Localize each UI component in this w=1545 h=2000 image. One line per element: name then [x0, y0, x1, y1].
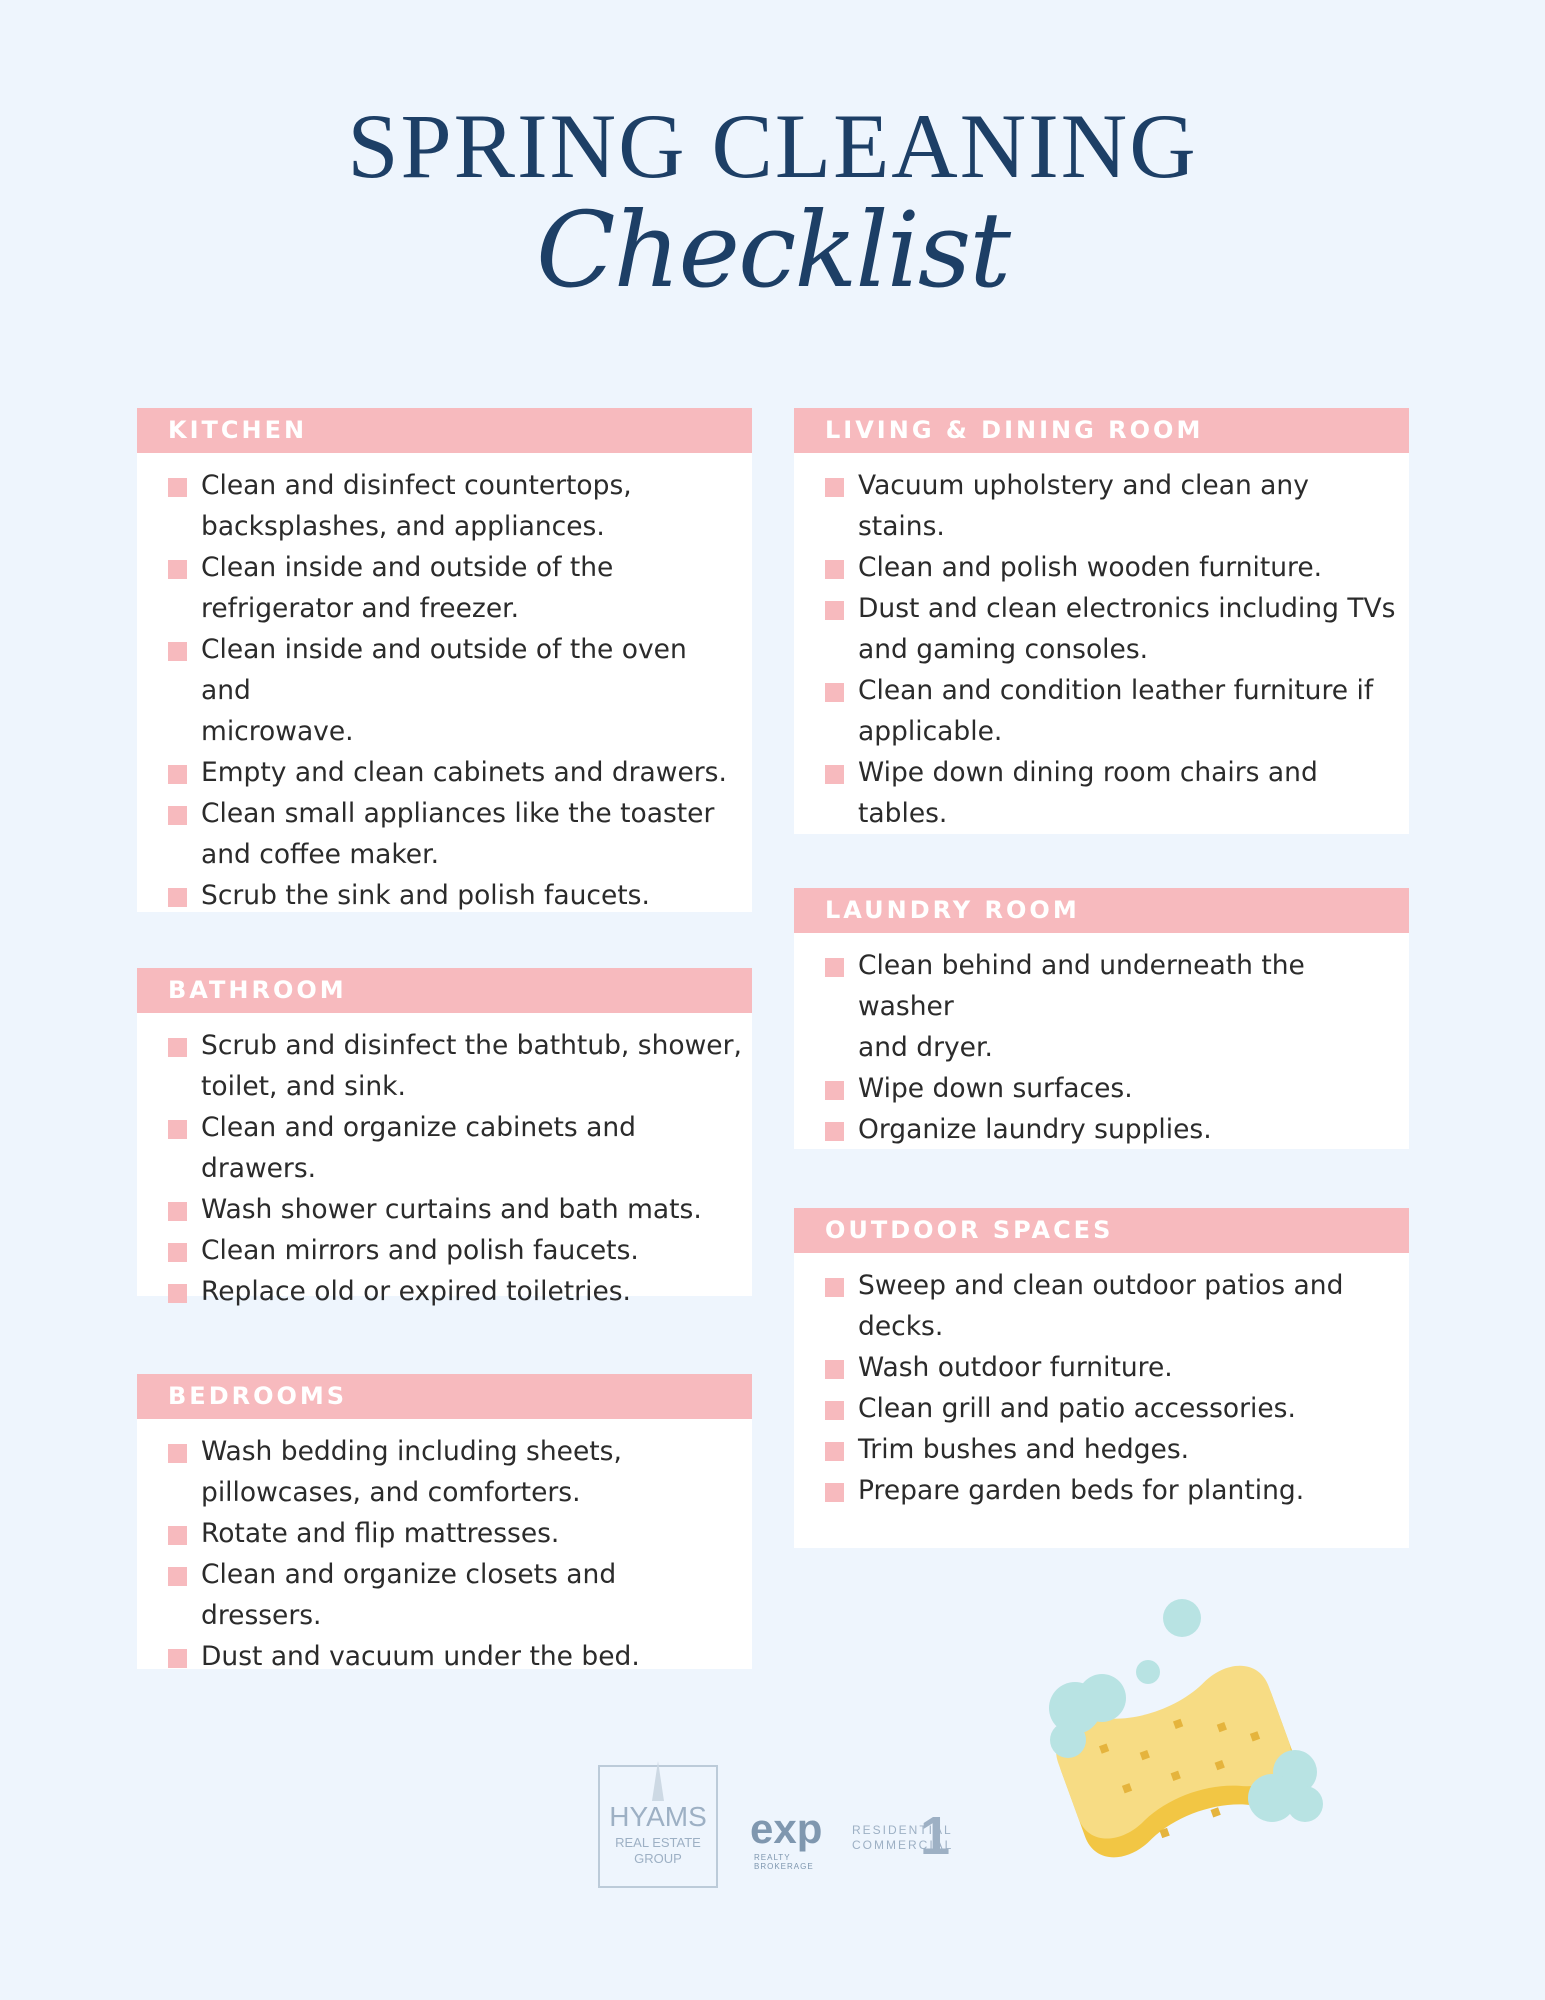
kitchen-list [137, 453, 752, 916]
checklist-item[interactable] [794, 1470, 1409, 1511]
checklist-item[interactable] [794, 1068, 1409, 1109]
checkbox-square[interactable] [168, 1284, 187, 1303]
bedrooms-heading: BEDROOMS [137, 1374, 752, 1419]
page-title: SPRING CLEANING [347, 95, 1198, 197]
checklist-item[interactable] [794, 1109, 1409, 1150]
outdoor-heading: OUTDOOR SPACES [794, 1208, 1409, 1253]
checklist-item[interactable] [137, 629, 752, 711]
checklist-item-continued [137, 1472, 752, 1513]
bathroom-list [137, 1013, 752, 1312]
checklist-item[interactable] [137, 1230, 752, 1271]
checklist-item-continued [794, 711, 1409, 752]
item-text: Clean inside and outside of the [201, 552, 614, 583]
bedrooms-list [137, 1419, 752, 1677]
checkbox-square[interactable] [825, 601, 844, 620]
checklist-item[interactable] [794, 1388, 1409, 1429]
checkbox-square[interactable] [168, 1202, 187, 1221]
checkbox-square[interactable] [825, 1401, 844, 1420]
item-text: Organize laundry supplies. [858, 1114, 1212, 1145]
checklist-item[interactable] [137, 1271, 752, 1312]
living-dining-card [794, 408, 1409, 834]
item-text: Clean mirrors and polish faucets. [201, 1235, 639, 1266]
checkbox-square[interactable] [168, 560, 187, 579]
item-text: tables. [858, 798, 948, 829]
item-text: Wipe down surfaces. [858, 1073, 1133, 1104]
checklist-item[interactable] [137, 465, 752, 506]
item-text: refrigerator and freezer. [201, 593, 520, 624]
checklist-item[interactable] [137, 1107, 752, 1189]
item-text: Dust and clean electronics including TVs [858, 593, 1396, 624]
laundry-list [794, 933, 1409, 1150]
checklist-item[interactable] [137, 1189, 752, 1230]
item-text: Clean grill and patio accessories. [858, 1393, 1296, 1424]
hyams-logo [598, 1765, 718, 1888]
checkbox-square[interactable] [168, 1649, 187, 1668]
item-text: Replace old or expired toiletries. [201, 1276, 631, 1307]
hyams-wordmark: HYAMS [609, 1801, 707, 1832]
exp-logo: exp [750, 1805, 823, 1852]
page-subtitle: Checklist [535, 189, 1010, 311]
checkbox-square[interactable] [168, 1243, 187, 1262]
checkbox-square[interactable] [825, 1081, 844, 1100]
item-text: Wash bedding including sheets, [201, 1436, 622, 1467]
laundry-card [794, 888, 1409, 1149]
item-text: Clean and polish wooden furniture. [858, 552, 1323, 583]
checklist-item[interactable] [794, 1429, 1409, 1470]
laundry-heading: LAUNDRY ROOM [794, 888, 1409, 933]
checklist-item[interactable] [137, 752, 752, 793]
item-text: Clean and disinfect countertops, [201, 470, 632, 501]
checkbox-square[interactable] [168, 1444, 187, 1463]
checkbox-square[interactable] [825, 958, 844, 977]
item-text: Sweep and clean outdoor patios and [858, 1270, 1344, 1301]
checklist-item[interactable] [794, 465, 1409, 547]
living-dining-heading: LIVING & DINING ROOM [794, 408, 1409, 453]
checkbox-square[interactable] [825, 1122, 844, 1141]
item-text: Scrub the sink and polish faucets. [201, 880, 650, 911]
item-text: backsplashes, and appliances. [201, 511, 605, 542]
checklist-item[interactable] [137, 547, 752, 588]
item-text: Clean and organize cabinets and drawers. [201, 1112, 636, 1184]
checklist-item[interactable] [794, 945, 1409, 1027]
item-text: Prepare garden beds for planting. [858, 1475, 1305, 1506]
exp-line-2: BROKERAGE [754, 1862, 814, 1871]
hyams-line-2: GROUP [634, 1851, 682, 1866]
item-text: applicable. [858, 716, 1003, 747]
bedrooms-card [137, 1374, 752, 1672]
item-text: and coffee maker. [201, 839, 439, 870]
item-text: Dust and vacuum under the bed. [201, 1641, 640, 1672]
item-text: and gaming consoles. [858, 634, 1149, 665]
exp-subtitle [754, 1853, 814, 1871]
item-text: Wash outdoor furniture. [858, 1352, 1173, 1383]
checklist-item[interactable] [794, 547, 1409, 588]
checkbox-square[interactable] [825, 683, 844, 702]
checkbox-square[interactable] [825, 1278, 844, 1297]
hyams-line-1: REAL ESTATE [615, 1835, 701, 1850]
checklist-item[interactable] [794, 670, 1409, 711]
checklist-item[interactable] [794, 1265, 1409, 1306]
checklist-item[interactable] [794, 1347, 1409, 1388]
item-text: Rotate and flip mattresses. [201, 1518, 560, 1549]
res-line-1: RESIDENTIAL [852, 1823, 953, 1837]
checklist-item-continued [794, 629, 1409, 670]
item-text: and dryer. [858, 1032, 993, 1063]
checklist-item-continued [137, 1066, 752, 1107]
checkbox-square[interactable] [168, 1567, 187, 1586]
checklist-item-continued [137, 588, 752, 629]
checklist-item[interactable] [137, 1513, 752, 1554]
item-text: decks. [858, 1311, 944, 1342]
checkbox-square[interactable] [168, 1526, 187, 1545]
item-text: microwave. [201, 716, 354, 747]
checklist-item[interactable] [137, 793, 752, 834]
item-text: Clean behind and underneath the washer [858, 950, 1305, 1022]
kitchen-heading: KITCHEN [137, 408, 752, 453]
checklist-item[interactable] [794, 588, 1409, 629]
item-text: Clean inside and outside of the oven and [201, 634, 687, 706]
checkbox-square[interactable] [168, 642, 187, 661]
checklist-item-continued [794, 1027, 1409, 1068]
kitchen-card [137, 408, 752, 912]
bathroom-card [137, 968, 752, 1307]
checklist-item[interactable] [137, 875, 752, 916]
checkbox-square[interactable] [825, 765, 844, 784]
outdoor-card [794, 1208, 1409, 1548]
sponge-icon [1020, 1590, 1340, 1900]
checklist-item-continued [137, 711, 752, 752]
item-text: Wash shower curtains and bath mats. [201, 1194, 702, 1225]
checklist-item[interactable] [137, 1554, 752, 1636]
checklist-item-continued [794, 1306, 1409, 1347]
item-text: Wipe down dining room chairs and [858, 757, 1318, 788]
item-text: Trim bushes and hedges. [858, 1434, 1190, 1465]
checklist-item-continued [137, 834, 752, 875]
item-text: Empty and clean cabinets and drawers. [201, 757, 727, 788]
item-text: Scrub and disinfect the bathtub, shower, [201, 1030, 742, 1061]
checkbox-square[interactable] [168, 478, 187, 497]
checklist-item[interactable] [137, 1025, 752, 1066]
checkbox-square[interactable] [825, 1483, 844, 1502]
item-text: Vacuum upholstery and clean any stains. [858, 470, 1309, 542]
checklist-item[interactable] [794, 752, 1409, 793]
item-text: Clean and condition leather furniture if [858, 675, 1374, 706]
checklist-item-continued [137, 506, 752, 547]
res-line-2: COMMERCIAL [852, 1838, 954, 1852]
exp-line-1: REALTY [754, 1853, 791, 1862]
res-one-mark: 1 [920, 1806, 951, 1866]
checkbox-square[interactable] [825, 1442, 844, 1461]
item-text: Clean small appliances like the toaster [201, 798, 715, 829]
checkbox-square[interactable] [168, 888, 187, 907]
outdoor-list [794, 1253, 1409, 1511]
checkbox-square[interactable] [168, 765, 187, 784]
checkbox-square[interactable] [168, 1038, 187, 1057]
item-text: Clean and organize closets and dressers. [201, 1559, 617, 1631]
checkbox-square[interactable] [825, 560, 844, 579]
item-text: toilet, and sink. [201, 1071, 406, 1102]
checkbox-square[interactable] [168, 1120, 187, 1139]
checkbox-square[interactable] [168, 806, 187, 825]
church-spire-icon [638, 1761, 678, 1801]
checklist-item-continued [794, 793, 1409, 834]
checkbox-square[interactable] [825, 1360, 844, 1379]
checklist-item[interactable] [137, 1431, 752, 1472]
hyams-subtitle [600, 1835, 716, 1867]
item-text: pillowcases, and comforters. [201, 1477, 581, 1508]
bathroom-heading: BATHROOM [137, 968, 752, 1013]
checkbox-square[interactable] [825, 478, 844, 497]
checklist-item[interactable] [137, 1636, 752, 1677]
living-dining-list [794, 453, 1409, 834]
